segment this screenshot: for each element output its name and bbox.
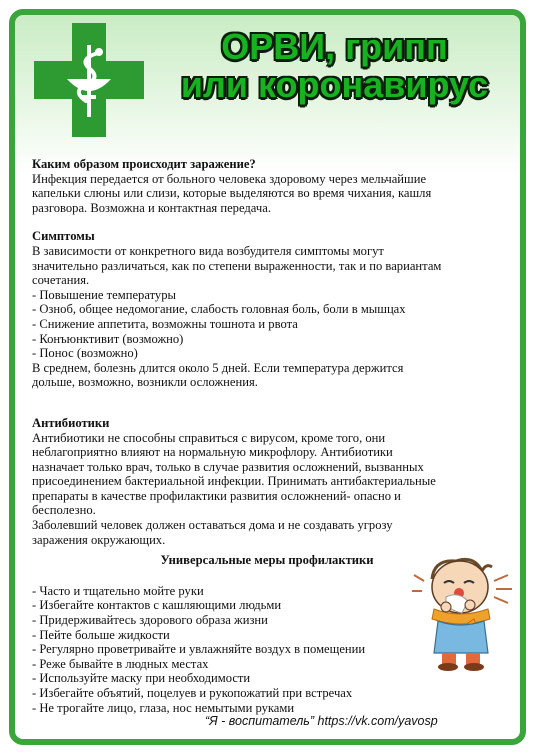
list-item: - Конъюнктивит (возможно) <box>32 331 184 346</box>
text-line: Заболевший человек должен оставаться дома и не создавать угрозу <box>32 518 393 533</box>
list-item: - Часто и тщательно мойте руки <box>32 583 204 598</box>
infection-text <box>32 172 502 216</box>
list-item: - Понос (возможно) <box>32 346 138 361</box>
text-line: препараты в качестве профилактики развития осложнений- опасно и <box>32 488 401 503</box>
text-line: Антибиотики не способны справиться с вирусом, кроме того, они <box>32 430 386 445</box>
footer-credit: “Я - воспитатель” https://vk.com/yavosp <box>205 714 438 728</box>
list-item: - Озноб, общее недомогание, слабость головная боль, боли в мышцах <box>32 302 406 317</box>
text-line: заражения окружающих. <box>32 532 166 547</box>
list-item: - Используйте маску при необходимости <box>32 671 251 686</box>
list-item: - Не трогайте лицо, глаза, нос немытыми руками <box>32 700 295 715</box>
section-heading-prevention: Универсальные меры профилактики <box>160 553 374 568</box>
poster-title <box>152 28 517 104</box>
section-heading-symptoms: Симптомы <box>32 229 95 244</box>
text-line: В среднем, болезнь длится около 5 дней. Если температура держится <box>32 360 404 375</box>
text-line: назначает только врач, только в случае развития осложнений, вызванных <box>32 459 424 474</box>
text-line: значительно различаться, как по степени выраженности, так и по вариантам <box>32 258 442 273</box>
section-heading-infection: Каким образом происходит заражение? <box>32 157 256 171</box>
list-item: - Пейте больше жидкости <box>32 627 170 642</box>
sneezing-child-illustration <box>412 553 514 671</box>
title-line-1: ОРВИ, грипп <box>221 26 448 67</box>
list-item: - Снижение аппетита, возможны тошнота и рвота <box>32 316 298 331</box>
symptoms-text <box>32 244 502 390</box>
text-line: неблагоприятно влияют на нормальную микрофлору. Антибиотики <box>32 445 393 460</box>
medical-cross-icon <box>34 23 144 137</box>
text-line: бесполезно. <box>32 503 96 518</box>
text-line: дольше, возможно, возникли осложнения. <box>32 375 258 390</box>
list-item: - Реже бывайте в людных местах <box>32 656 209 671</box>
text-line: В зависимости от конкретного вида возбудителя симптомы могут <box>32 243 384 258</box>
text-line: разговора. Возможна и контактная передача. <box>32 200 271 215</box>
text-line: сочетания. <box>32 273 90 288</box>
title-line-2: или коронавирус <box>180 64 489 105</box>
text-line: присоединением бактериальной инфекции. Принимать антибактериальные <box>32 474 436 489</box>
antibiotics-text <box>32 431 502 548</box>
list-item: - Избегайте контактов с кашляющими людьми <box>32 598 282 613</box>
section-heading-antibiotics: Антибиотики <box>32 415 110 430</box>
list-item: - Придерживайтесь здорового образа жизни <box>32 613 268 628</box>
list-item: - Повышение температуры <box>32 287 176 302</box>
list-item: - Избегайте объятий, поцелуев и рукопожатий при встречах <box>32 686 353 700</box>
list-item: - Регулярно проветривайте и увлажняйте воздух в помещении <box>32 642 366 657</box>
text-line: Инфекция передается от больного человека здоровому через мельчайшие <box>32 171 427 186</box>
text-line: капельки слюны или слизи, которые выделяются во время чихания, кашля <box>32 186 432 201</box>
